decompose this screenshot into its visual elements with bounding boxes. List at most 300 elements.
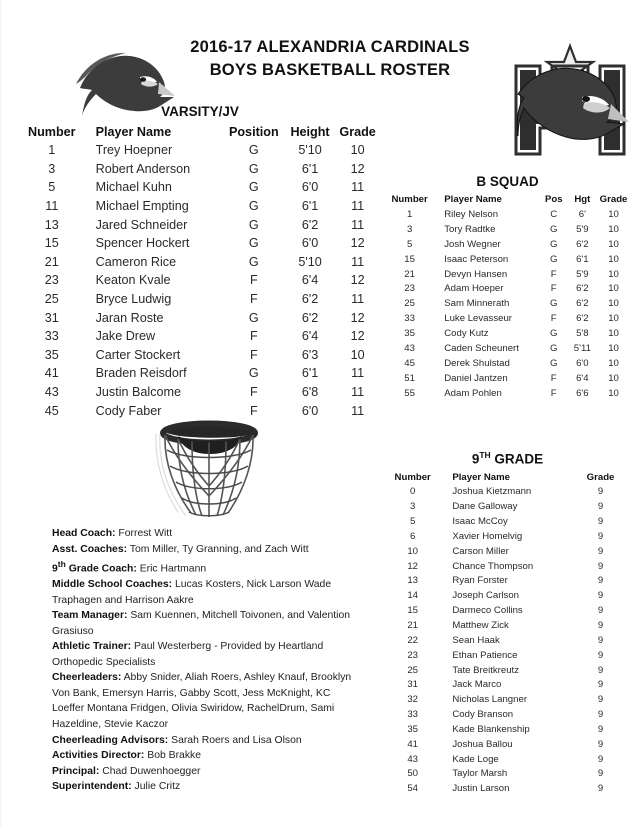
table-row [385,633,630,648]
cell-grade: 9 [597,679,604,691]
cell-number: 50 [407,768,418,780]
cell-number: 23 [407,649,418,661]
cell-player-name: Nicholas Langner [452,694,528,706]
cell-number: 25 [407,664,418,676]
table-row [20,160,380,179]
ninth-grade-roster-table [385,470,630,797]
cell-player-name: Robert Anderson [95,161,191,176]
cell-height: 6'2 [301,292,319,307]
cell-player-name: Justin Larson [452,783,510,795]
table-header-row [20,122,380,141]
table-row [385,341,630,356]
ninth-coach-label-number: 9 [52,563,58,575]
bsquad-roster-table [385,192,630,401]
cell-player-name: Joseph Carlson [452,590,520,602]
cell-player-name: Keaton Kvale [95,273,171,288]
cell-position: F [550,283,557,295]
ninth-grade-section-title [385,450,630,467]
cell-grade: 9 [597,783,604,795]
column-header-grade: Grade [586,471,615,483]
cell-grade: 9 [597,753,604,765]
bsquad-section [385,174,630,401]
cell-grade: 10 [350,143,365,158]
asst-coaches-label: Asst. Coaches: [52,543,128,555]
cell-grade: 9 [597,723,604,735]
athletic-trainer-value: Paul Westerberg - Provided by Heartland Orthopedic Specialists [52,641,324,668]
cell-player-name: Tate Breitkreutz [452,664,519,676]
table-row [385,722,630,737]
cheer-advisors-value: Sarah Roers and Lisa Olson [168,734,302,746]
cell-grade: 9 [597,709,604,721]
table-row [385,485,630,500]
cell-number: 43 [44,385,59,400]
cell-number: 13 [44,217,59,232]
table-row [385,752,630,767]
cell-position: G [248,199,259,214]
cell-position: G [248,180,259,195]
cell-height: 5'11 [573,342,591,354]
cell-player-name: Jack Marco [452,679,502,691]
cell-height: 6'2 [301,310,319,325]
table-row [385,296,630,311]
cell-position: F [249,403,258,418]
cell-position: G [550,342,558,354]
cell-grade: 10 [608,283,619,295]
cell-grade: 9 [597,545,604,557]
column-header-height: Height [290,124,330,139]
table-row [385,514,630,529]
cell-position: F [550,268,557,280]
cell-grade: 10 [608,328,619,340]
column-header-name: Player Name [452,471,510,483]
cell-height: 6'8 [301,385,319,400]
scan-edge-artifact [0,0,2,828]
cell-height: 6'1 [301,161,319,176]
table-row [20,364,380,383]
column-header-grade: Grade [599,194,628,205]
table-row [385,707,630,722]
cell-grade: 10 [608,238,619,250]
ninth-grade-table-body [385,485,630,797]
cell-player-name: Ethan Patience [452,649,518,661]
cell-number: 0 [410,486,416,498]
cell-number: 1 [48,143,56,158]
cell-player-name: Carson Miller [452,545,509,557]
table-row [385,544,630,559]
cell-player-name: Caden Scheunert [444,342,519,354]
cell-player-name: Michael Kuhn [95,180,172,195]
cell-grade: 12 [350,310,365,325]
ninth-grade-coach-line [52,557,352,577]
table-row [385,618,630,633]
cell-player-name: Cody Kutz [444,328,489,340]
table-row [20,346,380,365]
table-row [385,386,630,401]
cheerleading-advisors-line [52,733,352,749]
asst-coaches-line [52,542,352,558]
table-row [20,290,380,309]
table-row [385,574,630,589]
cell-grade: 10 [608,298,619,310]
cell-number: 3 [410,501,416,513]
cell-number: 15 [404,253,415,265]
ninth-title-superscript: TH [479,450,491,460]
cell-number: 14 [407,590,418,602]
table-row [20,383,380,402]
table-header-row [385,192,630,207]
cell-grade: 10 [350,347,365,362]
cell-position: G [248,366,259,381]
cell-player-name: Joshua Kietzmann [452,486,532,498]
cell-position: G [248,217,259,232]
column-header-height: Hgt [574,194,591,205]
cell-grade: 9 [597,575,604,587]
table-row [385,222,630,237]
cell-grade: 12 [350,236,365,251]
table-row [385,663,630,678]
ninth-coach-label-superscript: th [57,559,66,570]
cell-player-name: Ryan Forster [452,575,508,587]
cell-player-name: Matthew Zick [452,620,509,632]
cell-number: 13 [407,575,418,587]
team-manager-label: Team Manager: [52,610,128,622]
cell-position: F [249,385,258,400]
cell-grade: 12 [350,161,365,176]
column-header-number: Number [394,471,431,483]
athletic-trainer-label: Athletic Trainer: [52,641,132,653]
cell-grade: 9 [597,516,604,528]
cell-player-name: Jaran Roste [95,310,164,325]
table-row [385,267,630,282]
table-row [385,603,630,618]
table-row [385,648,630,663]
ninth-title-rest: GRADE [490,451,544,467]
varsity-section [20,104,380,420]
principal-label: Principal: [52,765,100,777]
column-header-number: Number [391,194,428,205]
table-row [385,767,630,782]
cell-grade: 9 [597,620,604,632]
table-row [20,141,380,160]
table-row [20,234,380,253]
cell-number: 45 [44,403,59,418]
cell-height: 5'9 [576,268,589,280]
cell-height: 6'2 [576,283,589,295]
cell-grade: 9 [597,768,604,780]
cell-player-name: Isaac McCoy [452,516,508,528]
cell-player-name: Adam Pohlen [444,387,502,399]
cell-player-name: Trey Hoepner [95,143,173,158]
staff-information-block [52,526,352,795]
ninth-coach-value: Eric Hartmann [136,563,207,575]
cell-player-name: Jake Drew [95,329,156,344]
cell-grade: 10 [608,342,619,354]
table-row [385,326,630,341]
cheer-advisors-label: Cheerleading Advisors: [52,734,169,746]
cell-grade: 10 [608,208,619,220]
cell-position: F [249,273,258,288]
column-header-name: Player Name [95,124,172,139]
table-row [385,737,630,752]
head-coach-line [52,526,352,542]
cell-number: 45 [404,357,415,369]
cell-number: 32 [407,694,418,706]
table-row [385,781,630,796]
cell-height: 6'1 [301,366,319,381]
cell-number: 15 [44,236,59,251]
cell-player-name: Dane Galloway [452,501,518,513]
cell-number: 23 [44,273,59,288]
cell-grade: 11 [351,254,365,269]
cheerleaders-label: Cheerleaders: [52,672,122,684]
activities-director-label: Activities Director: [52,750,145,762]
table-row [385,677,630,692]
document-header [0,24,640,114]
cell-player-name: Xavier Homelvig [452,530,523,542]
cell-position: G [550,298,558,310]
cell-position: G [550,238,558,250]
page-title-line-2: BOYS BASKETBALL ROSTER [209,61,451,79]
cell-height: 5'9 [576,223,589,235]
cell-grade: 10 [608,387,619,399]
table-row [385,499,630,514]
activities-director-line [52,748,352,764]
table-row [20,253,380,272]
cell-player-name: Taylor Marsh [452,768,508,780]
cell-number: 25 [404,298,415,310]
cell-grade: 12 [350,273,365,288]
table-row [20,178,380,197]
cell-player-name: Jared Schneider [95,217,188,232]
cell-grade: 9 [597,590,604,602]
cell-player-name: Justin Balcome [95,385,182,400]
cell-number: 35 [407,723,418,735]
cell-number: 55 [404,387,415,399]
table-row [385,559,630,574]
cell-player-name: Kade Blankenship [452,723,530,735]
cell-number: 41 [407,738,418,750]
bsquad-table-body [385,207,630,401]
table-row [20,308,380,327]
cell-number: 11 [45,199,59,214]
activities-director-value: Bob Brakke [144,750,201,762]
varsity-section-title: VARSITY/JV [161,104,239,119]
cell-number: 43 [407,753,418,765]
asst-coaches-value: Tom Miller, Ty Granning, and Zach Witt [127,543,309,555]
cell-grade: 10 [608,357,619,369]
cell-position: G [550,357,558,369]
cell-player-name: Cameron Rice [95,254,177,269]
cell-position: G [248,143,259,158]
cell-number: 5 [410,516,416,528]
cell-grade: 11 [351,180,365,195]
table-header-row [385,470,630,485]
cell-grade: 9 [597,560,604,572]
cell-grade: 10 [608,268,619,280]
cell-height: 6'0 [301,403,319,418]
cell-number: 35 [44,347,59,362]
page-title-line-1: 2016-17 ALEXANDRIA CARDINALS [190,38,470,56]
cell-number: 23 [404,283,415,295]
basketball-hoop-image [134,418,286,524]
cell-number: 12 [407,560,418,572]
cell-grade: 9 [597,664,604,676]
cell-height: 6'4 [301,273,319,288]
column-header-number: Number [28,124,76,139]
cell-player-name: Bryce Ludwig [95,292,172,307]
cell-position: F [550,372,557,384]
cell-player-name: Braden Reisdorf [95,366,187,381]
cell-number: 43 [404,342,415,354]
cell-position: F [249,292,258,307]
cell-player-name: Riley Nelson [444,208,499,220]
cell-number: 33 [407,709,418,721]
cell-height: 6'0 [301,180,319,195]
cell-number: 41 [44,366,59,381]
cell-grade: 9 [597,501,604,513]
cell-grade: 10 [608,372,619,384]
table-row [385,207,630,222]
cell-grade: 11 [351,403,365,418]
cell-height: 6'2 [576,238,589,250]
cell-position: F [249,329,258,344]
cell-position: F [249,347,258,362]
cell-number: 6 [410,530,416,542]
cell-player-name: Daniel Jantzen [444,372,508,384]
title-block [160,36,500,82]
cell-position: G [248,161,259,176]
cell-height: 6'3 [301,347,319,362]
cell-player-name: Tory Radtke [444,223,496,235]
cell-number: 5 [406,238,413,250]
cell-height: 6' [578,208,586,220]
cell-number: 31 [407,679,418,691]
cell-height: 6'0 [301,236,319,251]
table-row [20,197,380,216]
cell-number: 21 [44,254,59,269]
cell-grade: 11 [351,217,365,232]
head-coach-label: Head Coach: [52,528,116,539]
table-row [385,252,630,267]
varsity-roster-table [20,122,380,420]
cell-grade: 11 [351,292,365,307]
cell-number: 22 [407,634,418,646]
cell-grade: 11 [351,199,365,214]
cell-player-name: Cody Branson [452,709,514,721]
cell-player-name: Devyn Hansen [444,268,508,280]
cell-player-name: Carter Stockert [95,347,181,362]
superintendent-line [52,779,352,795]
cell-player-name: Isaac Peterson [444,253,509,265]
cell-position: G [248,310,259,325]
cell-position: F [550,387,557,399]
cell-position: G [248,254,259,269]
column-header-position: Position [228,124,279,139]
cheerleaders-value: Abby Snider, Aliah Roers, Ashley Knauf, Brooklyn Von Bank, Emersyn Harris, Gabby Scott, Jess McKnight, KC Loeffer Montana Fridgen, Olivia Swiridow, RachelDrum, Sami Hazeldine, Stevie Kaczor [52,672,352,731]
ninth-coach-label-rest: Grade Coach: [65,563,137,575]
cell-player-name: Chance Thompson [452,560,534,572]
table-row [385,311,630,326]
cell-number: 51 [404,372,415,384]
ninth-grade-section [385,450,630,796]
cell-height: 6'0 [576,357,589,369]
cell-grade: 9 [597,634,604,646]
cell-grade: 9 [597,649,604,661]
cell-height: 5'10 [298,254,322,269]
cell-number: 21 [407,620,418,632]
cell-grade: 9 [597,530,604,542]
cell-grade: 11 [351,385,365,400]
cell-number: 3 [406,223,413,235]
principal-value: Chad Duwenhoegger [99,765,201,777]
column-header-grade: Grade [339,124,376,139]
cell-position: G [550,253,558,265]
cell-grade: 9 [597,605,604,617]
cell-grade: 11 [351,366,365,381]
ms-coaches-value: Lucas Kosters, Nick Larson Wade Traphagen and Harrison Aakre [52,579,332,606]
cell-number: 1 [406,208,413,220]
bsquad-section-title: B SQUAD [476,174,539,189]
cell-player-name: Spencer Hockert [95,236,190,251]
table-row [385,692,630,707]
cardinal-a-star-logo [508,42,632,162]
cell-height: 6'2 [576,298,589,310]
column-header-position: Pos [544,194,563,205]
superintendent-value: Julie Critz [131,781,181,793]
team-manager-line [52,608,352,639]
cell-height: 6'1 [301,199,319,214]
middle-school-coaches-line [52,577,352,608]
cell-number: 54 [407,783,418,795]
cell-number: 15 [407,605,418,617]
cell-position: C [550,208,558,220]
cell-grade: 9 [597,694,604,706]
varsity-table-body [20,141,380,420]
cell-height: 6'6 [576,387,589,399]
cell-number: 35 [404,328,415,340]
cheerleaders-line [52,670,352,732]
athletic-trainer-line [52,639,352,670]
table-row [385,588,630,603]
superintendent-label: Superintendent: [52,781,132,793]
cell-number: 33 [44,329,59,344]
cell-player-name: Luke Levasseur [444,313,512,325]
table-row [385,237,630,252]
cell-number: 5 [48,180,56,195]
table-row [20,215,380,234]
cell-player-name: Derek Shulstad [444,357,510,369]
table-row [385,281,630,296]
cell-position: G [248,236,259,251]
cell-number: 31 [44,310,59,325]
cell-player-name: Joshua Ballou [452,738,513,750]
cell-position: F [550,313,557,325]
cell-player-name: Adam Hoeper [444,283,504,295]
cell-grade: 12 [350,329,365,344]
cell-height: 5'10 [298,143,322,158]
cell-height: 6'2 [301,217,319,232]
table-row [385,371,630,386]
cell-position: G [550,223,558,235]
head-coach-value: Forrest Witt [115,528,173,539]
table-row [385,356,630,371]
cell-height: 6'1 [576,253,589,265]
column-header-name: Player Name [444,194,502,205]
cell-grade: 10 [608,223,619,235]
ninth-title-number: 9 [471,451,480,467]
cell-player-name: Sean Haak [452,634,500,646]
cell-player-name: Darmeco Collins [452,605,523,617]
